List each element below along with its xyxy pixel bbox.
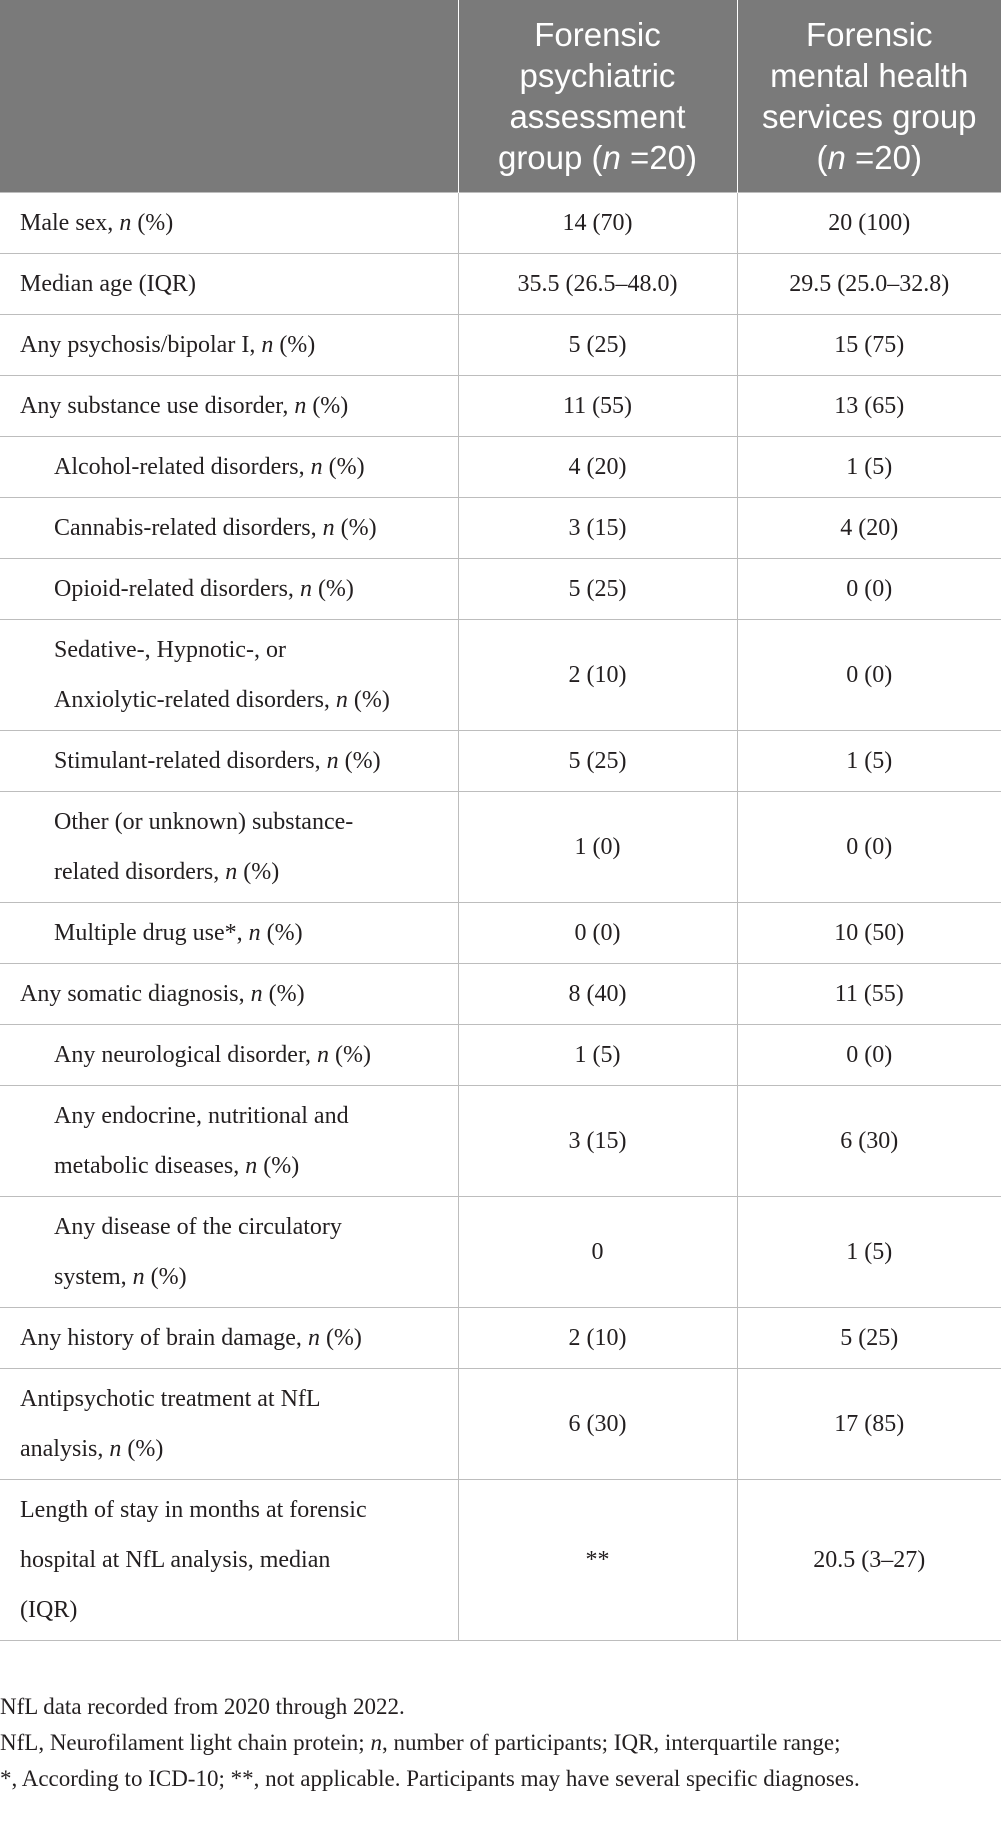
row-label-n: n: [307, 1324, 320, 1351]
services-value: 20 (100): [737, 192, 1001, 253]
row-label-text: related disorders,: [54, 858, 226, 885]
row-label-n: n: [225, 858, 238, 885]
header-assessment-line4-pre: group (: [497, 138, 603, 176]
row-label-line2: hospital at NfL analysis, median: [20, 1546, 331, 1573]
header-services-line4-pre: (: [816, 138, 828, 176]
assessment-value: 11 (55): [458, 375, 737, 436]
row-label: [0, 314, 458, 375]
row-label: [0, 1368, 458, 1479]
row-label-suffix: (%): [131, 209, 174, 236]
services-value: 1 (5): [737, 1196, 1001, 1307]
assessment-value: 5 (25): [458, 314, 737, 375]
row-label: [0, 436, 458, 497]
row-label-text: analysis,: [20, 1435, 110, 1462]
services-value: 0 (0): [737, 619, 1001, 730]
assessment-value: 8 (40): [458, 963, 737, 1024]
assessment-value: 35.5 (26.5–48.0): [458, 253, 737, 314]
services-value: 29.5 (25.0–32.8): [737, 253, 1001, 314]
header-assessment-n: n: [602, 138, 621, 176]
footnote-abbrev-post: , number of participants; IQR, interquartile range;: [381, 1729, 841, 1755]
header-services-line1: Forensic: [805, 15, 933, 53]
services-value: 6 (30): [737, 1085, 1001, 1196]
header-assessment-group: [458, 0, 737, 192]
services-value: 13 (65): [737, 375, 1001, 436]
row-label: [0, 902, 458, 963]
row-label-n: n: [326, 747, 339, 774]
assessment-value: 4 (20): [458, 436, 737, 497]
row-label-text: Anxiolytic-related disorders,: [54, 686, 336, 713]
header-assessment-line2: psychiatric: [519, 56, 676, 94]
assessment-value: 3 (15): [458, 497, 737, 558]
assessment-value: 2 (10): [458, 619, 737, 730]
row-label-n: n: [245, 1152, 258, 1179]
services-value: 0 (0): [737, 558, 1001, 619]
row-label-text: system,: [54, 1263, 133, 1290]
services-value: 1 (5): [737, 436, 1001, 497]
row-label-n: n: [294, 392, 307, 419]
row-label-suffix: (%): [347, 686, 390, 713]
row-label: [0, 1085, 458, 1196]
row-label-suffix: (%): [334, 514, 377, 541]
row-label-text: (IQR): [20, 1596, 78, 1623]
table-row: [0, 963, 1001, 1024]
services-value: 10 (50): [737, 902, 1001, 963]
assessment-value: 5 (25): [458, 730, 737, 791]
assessment-value: 0 (0): [458, 902, 737, 963]
assessment-value: 1 (5): [458, 1024, 737, 1085]
footnote-abbreviations: [0, 1725, 1001, 1761]
row-label: [0, 497, 458, 558]
row-label-text: Multiple drug use*,: [54, 919, 249, 946]
table-row: [0, 902, 1001, 963]
row-label-suffix: (%): [144, 1263, 187, 1290]
services-value: 15 (75): [737, 314, 1001, 375]
row-label-line1: Any endocrine, nutritional and: [54, 1102, 349, 1129]
row-label-text: Cannabis-related disorders,: [54, 514, 323, 541]
footnote-data-period: NfL data recorded from 2020 through 2022.: [0, 1693, 405, 1719]
table-row: [0, 192, 1001, 253]
header-services-group: [737, 0, 1001, 192]
row-label: [0, 1196, 458, 1307]
header-assessment-line4-post: =20): [620, 138, 698, 176]
services-value: 0 (0): [737, 1024, 1001, 1085]
table-row: [0, 436, 1001, 497]
row-label-suffix: (%): [319, 1324, 362, 1351]
assessment-value: 0: [458, 1196, 737, 1307]
row-label-suffix: (%): [262, 980, 305, 1007]
row-label-suffix: (%): [311, 575, 354, 602]
row-label-n: n: [248, 919, 261, 946]
header-blank-cell: [0, 0, 458, 192]
row-label-n: n: [250, 980, 263, 1007]
header-services-line2: mental health: [770, 56, 969, 94]
row-label: [0, 192, 458, 253]
row-label-text: Median age (IQR): [20, 270, 196, 297]
services-value: 17 (85): [737, 1368, 1001, 1479]
header-services-n: n: [827, 138, 846, 176]
header-services-line3: services group: [761, 97, 977, 135]
row-label-suffix: (%): [273, 331, 316, 358]
assessment-value: 1 (0): [458, 791, 737, 902]
row-label-n: n: [310, 453, 323, 480]
row-label-n: n: [299, 575, 312, 602]
row-label-text: Any history of brain damage,: [20, 1324, 308, 1351]
row-label-suffix: (%): [260, 919, 303, 946]
services-value: 1 (5): [737, 730, 1001, 791]
row-label-n: n: [109, 1435, 122, 1462]
row-label: [0, 1024, 458, 1085]
row-label-n: n: [119, 209, 132, 236]
row-label: [0, 791, 458, 902]
table-row: [0, 558, 1001, 619]
row-label: [0, 619, 458, 730]
row-label-text: Alcohol-related disorders,: [54, 453, 311, 480]
row-label-text: Opioid-related disorders,: [54, 575, 300, 602]
table-row: [0, 1479, 1001, 1640]
table-row: [0, 1307, 1001, 1368]
services-value: 4 (20): [737, 497, 1001, 558]
table-row: [0, 791, 1001, 902]
row-label-line1: Any disease of the circulatory: [54, 1213, 342, 1240]
row-label-n: n: [132, 1263, 145, 1290]
row-label-text: Male sex,: [20, 209, 120, 236]
header-assessment-line3: assessment: [509, 97, 686, 135]
row-label: [0, 1479, 458, 1640]
table-row: [0, 1085, 1001, 1196]
table-row: [0, 253, 1001, 314]
row-label-suffix: (%): [338, 747, 381, 774]
footnote-abbrev-pre: NfL, Neurofilament light chain protein;: [0, 1729, 371, 1755]
row-label: [0, 558, 458, 619]
services-value: 0 (0): [737, 791, 1001, 902]
header-assessment-line1: Forensic: [534, 15, 661, 53]
assessment-value: **: [458, 1479, 737, 1640]
row-label: [0, 1307, 458, 1368]
row-label-suffix: (%): [121, 1435, 164, 1462]
row-label-n: n: [316, 1041, 329, 1068]
table-footnotes: [0, 1689, 1001, 1797]
row-label-suffix: (%): [322, 453, 365, 480]
assessment-value: 2 (10): [458, 1307, 737, 1368]
table-row: [0, 1196, 1001, 1307]
row-label-text: Any psychosis/bipolar I,: [20, 331, 262, 358]
row-label-text: metabolic diseases,: [54, 1152, 246, 1179]
row-label-n: n: [322, 514, 335, 541]
row-label-text: Any substance use disorder,: [20, 392, 295, 419]
services-value: 5 (25): [737, 1307, 1001, 1368]
table-row: [0, 619, 1001, 730]
table-header-row: [0, 0, 1001, 192]
row-label-line1: Other (or unknown) substance-: [54, 808, 354, 835]
row-label-line1: Sedative-, Hypnotic-, or: [54, 636, 286, 663]
table-row: [0, 314, 1001, 375]
row-label: [0, 375, 458, 436]
row-label: [0, 730, 458, 791]
table-row: [0, 497, 1001, 558]
table-row: [0, 375, 1001, 436]
row-label-text: Any neurological disorder,: [54, 1041, 317, 1068]
row-label-line1: Antipsychotic treatment at NfL: [20, 1385, 321, 1412]
footnote-abbrev-n: n: [370, 1729, 382, 1755]
services-value: 20.5 (3–27): [737, 1479, 1001, 1640]
assessment-value: 3 (15): [458, 1085, 737, 1196]
header-services-line4-post: =20): [845, 138, 922, 176]
row-label-suffix: (%): [257, 1152, 300, 1179]
row-label-suffix: (%): [328, 1041, 371, 1068]
row-label-suffix: (%): [306, 392, 349, 419]
row-label: [0, 253, 458, 314]
assessment-value: 14 (70): [458, 192, 737, 253]
row-label-suffix: (%): [237, 858, 280, 885]
row-label-line1: Length of stay in months at forensic: [20, 1496, 367, 1523]
row-label: [0, 963, 458, 1024]
row-label-text: Stimulant-related disorders,: [54, 747, 327, 774]
row-label-n: n: [335, 686, 348, 713]
assessment-value: 6 (30): [458, 1368, 737, 1479]
table-row: [0, 730, 1001, 791]
footnote-symbols: *, According to ICD-10; **, not applicable. Participants may have several specific diagnoses.: [0, 1765, 860, 1791]
table-row: [0, 1368, 1001, 1479]
services-value: 11 (55): [737, 963, 1001, 1024]
table-row: [0, 1024, 1001, 1085]
row-label-n: n: [261, 331, 274, 358]
assessment-value: 5 (25): [458, 558, 737, 619]
row-label-text: Any somatic diagnosis,: [20, 980, 251, 1007]
